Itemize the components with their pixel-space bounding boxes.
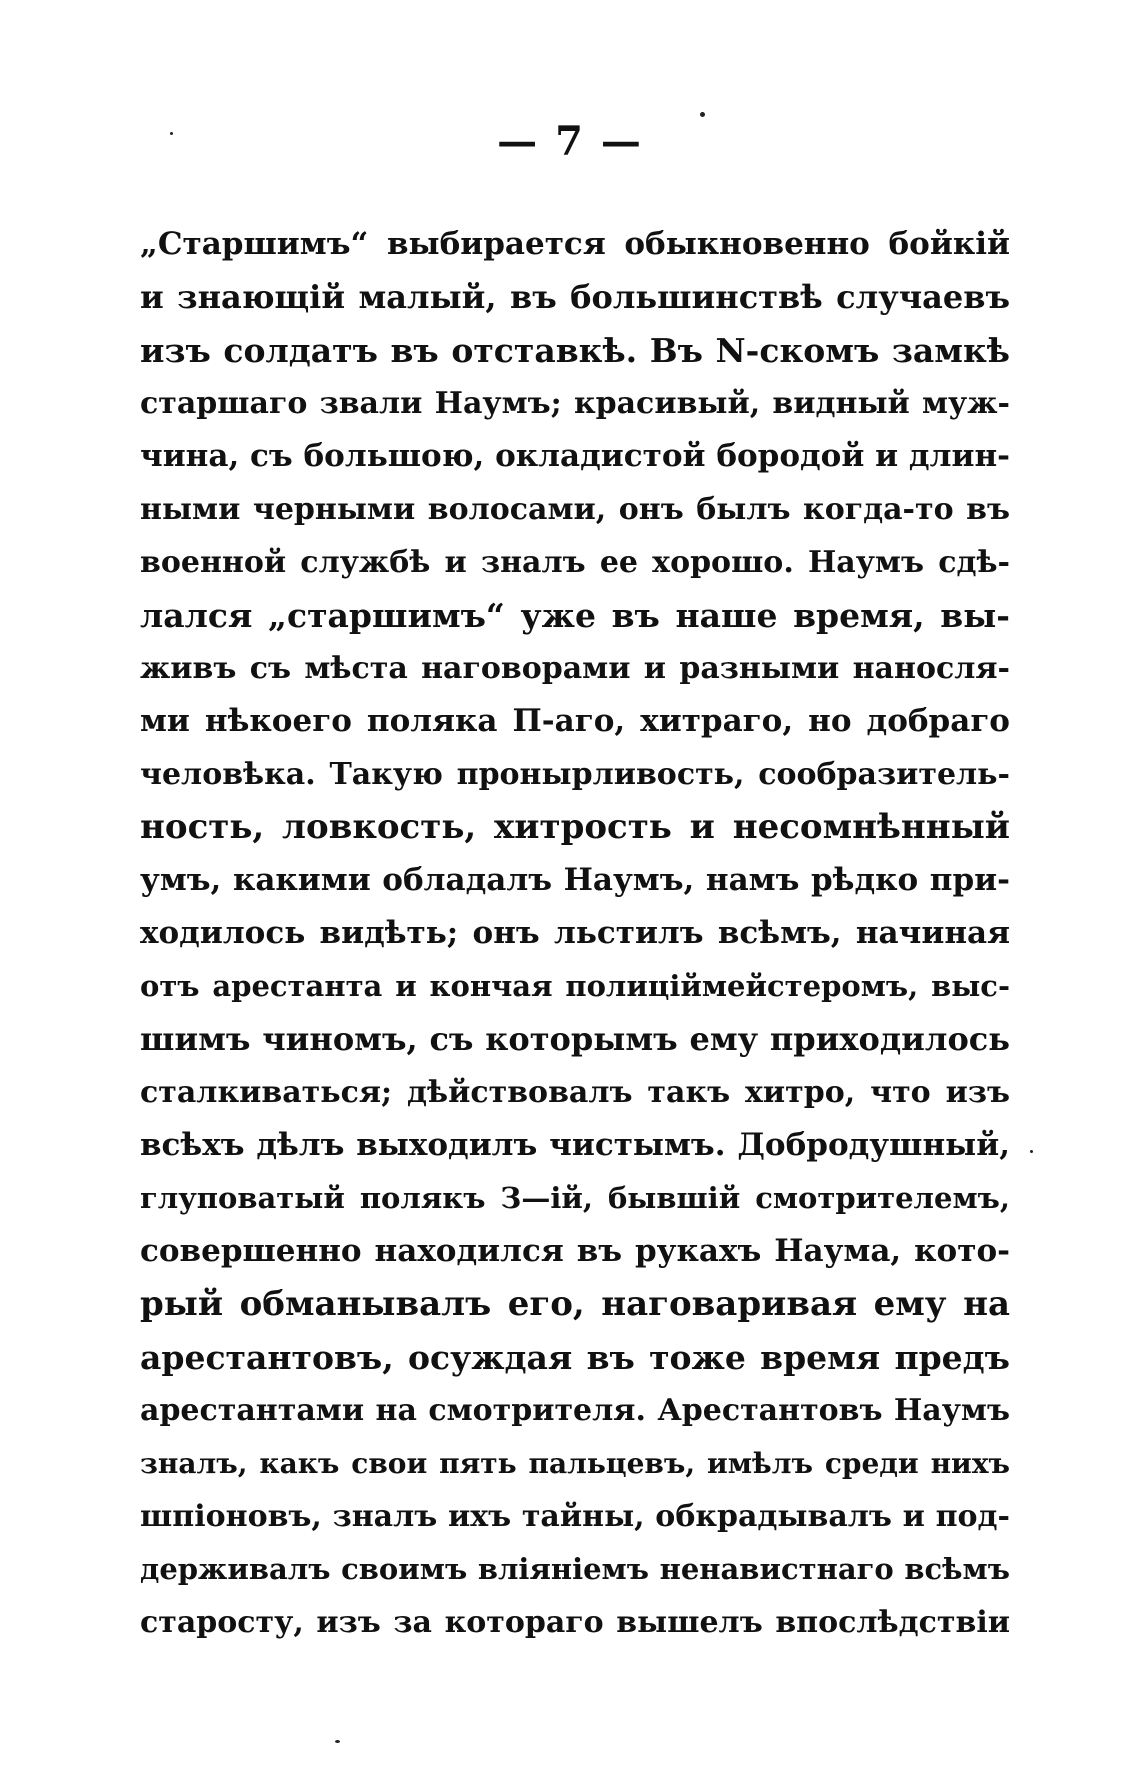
scan-speck	[700, 112, 705, 117]
scan-speck	[1030, 1150, 1033, 1153]
page-number: — 7 —	[497, 118, 643, 165]
text-line: чина, съ большою, окладистой бородой и длин-	[140, 438, 1010, 474]
text-line: арестантами на смотрителя. Арестантовъ Наумъ	[140, 1393, 1010, 1428]
text-line: арестантовъ, осуждая въ тоже время предъ	[140, 1338, 1010, 1377]
text-line: и знающій малый, въ большинствѣ случаевъ	[140, 278, 1010, 316]
text-line: старосту, изъ за котораго вышелъ впослѣдствіи	[140, 1605, 1010, 1640]
text-line: старшаго звали Наумъ; красивый, видный муж-	[140, 386, 1010, 421]
text-line: шпіоновъ, зналъ ихъ тайны, обкрадывалъ и под-	[140, 1499, 1010, 1534]
text-line: ходилось видѣть; онъ льстилъ всѣмъ, начиная	[140, 915, 1010, 951]
text-line: глуповатый полякъ З—ій, бывшій смотрителемъ,	[140, 1181, 1010, 1215]
text-line: сталкиваться; дѣйствовалъ такъ хитро, что изъ	[140, 1075, 1010, 1110]
text-line: человѣка. Такую пронырливость, сообразитель-	[140, 757, 1010, 792]
text-line: рый обманывалъ его, наговаривая ему на	[140, 1284, 1010, 1324]
scan-speck	[170, 132, 173, 135]
text-line: „Старшимъ“ выбирается обыкновенно бойкій	[140, 226, 1010, 262]
text-line: совершенно находился въ рукахъ Наума, кото-	[140, 1233, 1010, 1269]
text-line: военной службѣ и зналъ ее хорошо. Наумъ сдѣ-	[140, 545, 1010, 580]
text-line: ными черными волосами, онъ былъ когда-то въ	[140, 492, 1010, 527]
text-line: всѣхъ дѣлъ выходилъ чистымъ. Добродушный,	[140, 1127, 1010, 1163]
text-line: зналъ, какъ свои пять пальцевъ, имѣлъ среди нихъ	[140, 1447, 1010, 1480]
text-line: изъ солдатъ въ отставкѣ. Въ N-скомъ замкѣ	[140, 331, 1010, 370]
body-text	[140, 218, 1010, 1649]
text-line: ность, ловкость, хитрость и несомнѣнный	[140, 807, 1010, 847]
text-line: ми нѣкоего поляка П-аго, хитраго, но добраго	[140, 703, 1010, 739]
text-line: живъ съ мѣста наговорами и разными наносля-	[140, 651, 1010, 686]
text-line: шимъ чиномъ, съ которымъ ему приходилось	[140, 1020, 1010, 1058]
text-line: держивалъ своимъ вліяніемъ ненавистнаго всѣмъ	[140, 1552, 1010, 1586]
scan-speck	[335, 1740, 340, 1743]
text-line: отъ арестанта и кончая полиціймейстеромъ, выс-	[140, 969, 1010, 1003]
text-line: умъ, какими обладалъ Наумъ, намъ рѣдко при-	[140, 862, 1010, 898]
text-line: лался „старшимъ“ уже въ наше время, вы-	[140, 596, 1010, 635]
